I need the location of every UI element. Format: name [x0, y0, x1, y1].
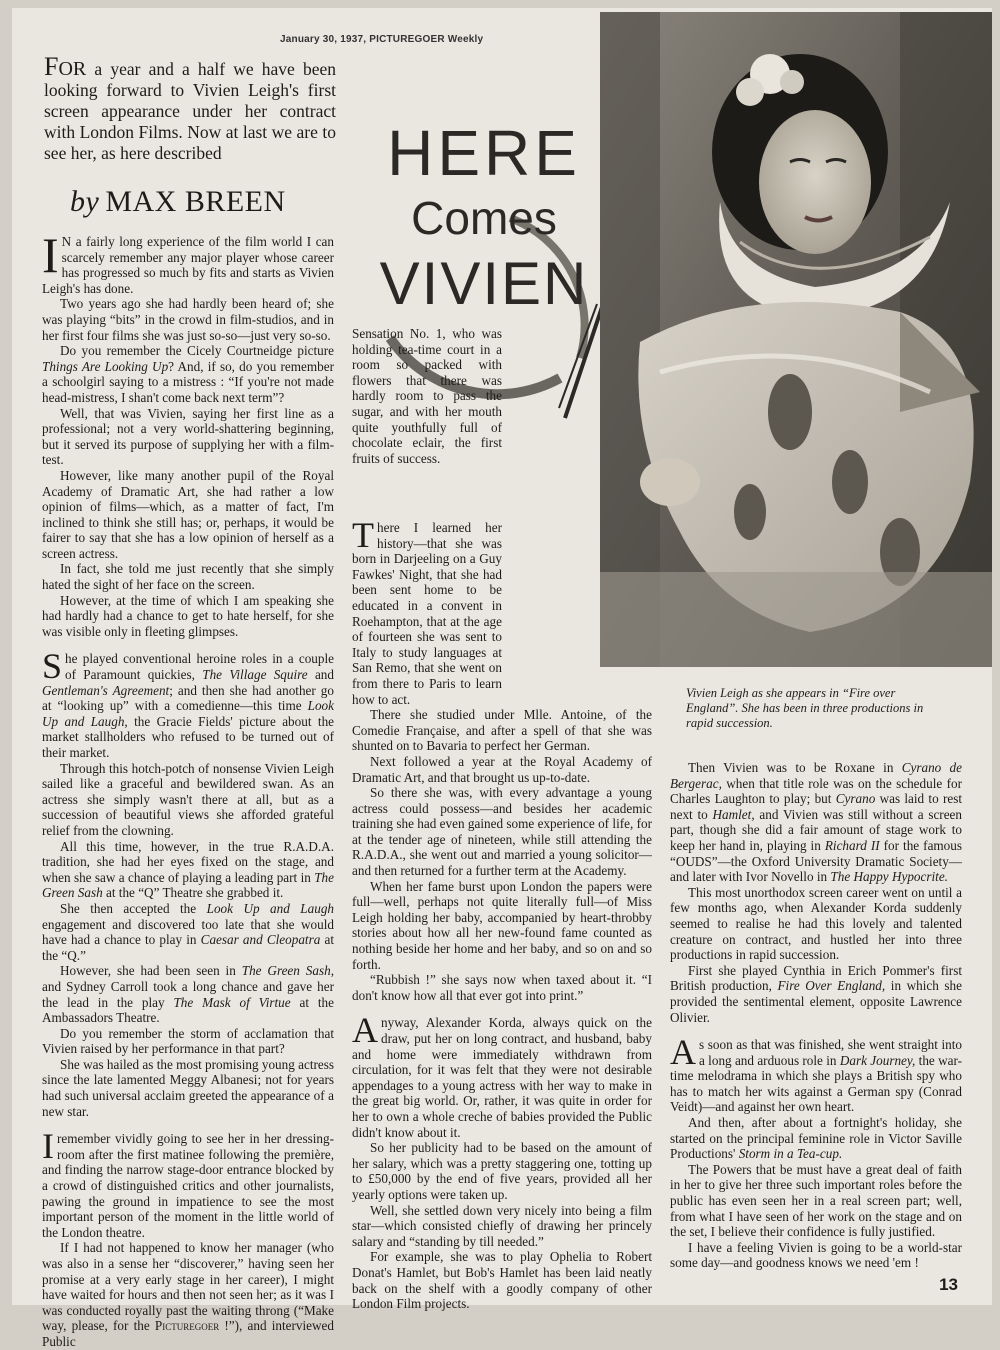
drop-cap: I [42, 1126, 54, 1167]
drop-cap: A [352, 1010, 378, 1051]
magazine-page [12, 8, 992, 1349]
intro-initial: F [44, 52, 59, 81]
paragraph: However, like many another pupil of the Royal Academy of Dramatic Art, she had rather a low opinion of films—which, as a matter of fact, I'm inclined to think she still has; or, perhaps, it would be fairer to say that she has a low opinion of herself as a screen actress. [42, 467, 334, 561]
paragraph: However, she had been seen in The Green Sash, and Sydney Carroll took a long chance and gave her the lead in the play The Mask of Virtue at the Ambassadors Theatre. [42, 963, 334, 1026]
paragraph: All this time, however, in the true R.A.D.A. tradition, she had her eyes fixed on the stage, and when she saw a chance of playing a leading part in The Green Sash at the “Q” Theatre she grabbed it. [42, 838, 334, 901]
headline [364, 118, 604, 320]
paragraph: For example, she was to play Ophelia to Robert Donat's Hamlet, but Bob's Hamlet has been laid neatly back on the shelf with a goodly company of other London Film projects. [352, 1249, 652, 1312]
page-number: 13 [939, 1275, 958, 1294]
drop-cap: S [42, 646, 63, 687]
paragraph: “Rubbish !” she says now when taxed about it. “I don't know how all that ever got into print.” [352, 972, 652, 1003]
paragraph: Then Vivien was to be Roxane in Cyrano de Bergerac, when that title role was on the schedule for Charles Laughton to play; but Cyrano was laid to rest next to Hamlet, and Vivien was still without a screen part, though she did a fair amount of stage work to keep her hand in, playing in Richard II for the famous “OUDS”—the Oxford University Dramatic Society—and later with Ivor Novello in The Happy Hypocrite. [670, 760, 962, 885]
paragraph: There I learned her history—that she was born in Darjeeling on a Guy Fawkes' Night, that she had been sent home to be educated in a convent in Roehampton, that at the age of fourteen she was sent to Italy to study languages at San Remo, that she went on from there to Paris to learn how to act. [352, 515, 502, 707]
headline-line-3: VIVIEN [379, 250, 589, 317]
paragraph: Two years ago she had hardly been heard of; she was playing “bits” in the crowd in film-studios, and in her first four films she was just so-so—just very so-so. [42, 296, 334, 343]
paragraph: This most unorthodox screen career went on until a few months ago, when Alexander Korda suddenly seemed to realise he had this lovely and talented creature on contract, and hustled her into three productions in rapid succession. [670, 884, 962, 963]
article-column-2 [352, 326, 502, 496]
paragraph: Sensation No. 1, who was holding tea-time court in a room so packed with flowers that there was hardly room to pass the sugar, and with her mouth quite youthfully full of chocolate eclair, the first fruits of success. [352, 326, 502, 466]
paragraph: Through this hotch-potch of nonsense Vivien Leigh sailed like a graceful and bewildered swan. As an actress she simply wasn't there at all, but as a succession of beautiful views she afforded grateful relief from the clowning. [42, 760, 334, 838]
paragraph: Next followed a year at the Royal Academy of Dramatic Art, and that brought us up-to-date. [352, 753, 652, 785]
paragraph: So there she was, with every advantage a young actress could possess—and besides her academic training she had even gained some experience of life, for at the tender age of nineteen, while still attending the R.A.D.A., she went out and married a young solicitor—and then returned for a further term at the Academy. [352, 785, 652, 879]
paragraph: The Powers that be must have a great deal of faith in her to give her three such important roles before the public has even seen her in a real screen part; well, from what I have seen of her work on the stage and on the set, I believe their confidence is fully justified. [670, 1161, 962, 1240]
paragraph: So her publicity had to be based on the amount of her salary, which was a pretty staggering one, totting up to £50,000 by the end of five years, provided all her yearly options were taken up. [352, 1140, 652, 1202]
article-column-1 [42, 227, 335, 1350]
photo-caption: Vivien Leigh as she appears in “Fire over England”. She has been in three productions in rapid succession. [686, 686, 924, 730]
paragraph: Do you remember the storm of acclamation that Vivien raised by her performance in that part? [42, 1025, 334, 1057]
paragraph: However, at the time of which I am speaking she had hardly had a chance to get to hate herself, for she was visible only in fleeting glimpses. [42, 592, 334, 639]
dateline: January 30, 1937, PICTUREGOER Weekly [280, 34, 484, 45]
paragraph: When her fame burst upon London the papers were full—well, perhaps not quite literally full—of Miss Leigh holding her baby, accompanied by heart-throbby stories about how all her new-found fame counted as nothing beside her home and her baby, and so on and so forth. [352, 878, 652, 972]
paragraph: If I had not happened to know her manager (who was also in a sense her “discoverer,” having seen her promise at a very early stage in her career), I might have waited for hours and then not seen her; as it was I was conducted royally past the waiting throng (“Make way, please, for the Picturegoer !”), and interviewed Public [42, 1240, 334, 1349]
paragraph: As soon as that was finished, she went straight into a long and arduous role in Dark Journey, the war-time melodrama in which she plays a British spy who has to match her wits against a German spy (Conrad Veidt)—and against her own heart. [670, 1032, 962, 1115]
article-column-3 [670, 760, 962, 1271]
paragraph: I remember vividly going to see her in her dressing-room after the first matinee following the première, and finding the narrow stage-door entrance blocked by a crowd of distinguished critics and other journalists, pawing the ground in impatience to see the most important person of the moment in the little world of the London theatre. [42, 1126, 334, 1240]
byline: by MAX BREEN [70, 185, 286, 218]
portrait-photo [600, 12, 992, 667]
paragraph: She played conventional heroine roles in a couple of Paramount quickies, The Village Squire and Gentleman's Agreement; and then she had another go at “looking up” with a comedienne—this time Look Up and Laugh, the Gracie Fields' picture about the market stallholders who refused to be turned out of their market. [42, 646, 335, 760]
article-column-2-continued [352, 515, 652, 1312]
headline-line-1: HERE [387, 117, 581, 189]
paragraph: First she played Cynthia in Erich Pommer's first British production, Fire Over England, in which she provided the sentimental element, opposite Lawrence Olivier. [670, 962, 962, 1025]
paragraph: She was hailed as the most promising young actress since the late lamented Meggy Albanesi; not for years had such universal acclaim greeted the appearance of a new star. [42, 1056, 334, 1119]
headline-line-2: Comes [411, 192, 557, 244]
paragraph: I have a feeling Vivien is going to be a world-star some day—and goodness knows we need 'em ! [670, 1239, 962, 1271]
drop-cap: I [42, 227, 59, 283]
paragraph: She then accepted the Look Up and Laugh engagement and discovered too late that she would have had a chance to play in Caesar and Cleopatra at the “Q.” [42, 900, 335, 963]
paragraph: I N a fairly long experience of the film world I can scarcely remember any major player whose career has progressed so much by fits and starts as Vivien Leigh's has done. [42, 227, 334, 296]
paragraph: Well, she settled down very nicely into being a film star—which consisted chiefly of drawing her princely salary and “standing by till needed.” [352, 1202, 652, 1249]
paragraph: Well, that was Vivien, saying her first line as a professional; not a very world-shattering beginning, but it served its purpose of supplying her with a film-test. [42, 405, 334, 468]
paragraph: Anyway, Alexander Korda, always quick on the draw, put her on long contract, and husband, baby and home were immediately withdrawn from circulation, for it was felt that they were not desirable appendages to a young actress with her way to make in the great big world. Or, rather, it was quite in order for her to own a whole creche of babies provided the Public didn't know about it. [352, 1010, 652, 1140]
paragraph: And then, after about a fortnight's holiday, she started on the principal feminine role in Victor Saville Productions' Storm in a Tea-cup. [670, 1115, 962, 1162]
author-name: MAX BREEN [105, 185, 286, 218]
drop-cap: A [670, 1032, 696, 1073]
paragraph: Do you remember the Cicely Courtneidge picture Things Are Looking Up? And, if so, do you remember a schoolgirl saying to a mistress : “If you're not made head-mistress, I shan't come back next term”? [42, 343, 334, 405]
drop-cap: T [352, 515, 374, 555]
intro-standfirst: FOR a year and a half we have been looking forward to Vivien Leigh's first screen appearance under her contract with London Films. Now at last we are to see her, as here described [44, 52, 336, 163]
paragraph: In fact, she told me just recently that she simply hated the sight of her face on the screen. [42, 561, 334, 593]
paragraph: There she studied under Mlle. Antoine, of the Comedie Française, and after a spell of that she was shunted on to Bavaria to perfect her German. [352, 707, 652, 754]
